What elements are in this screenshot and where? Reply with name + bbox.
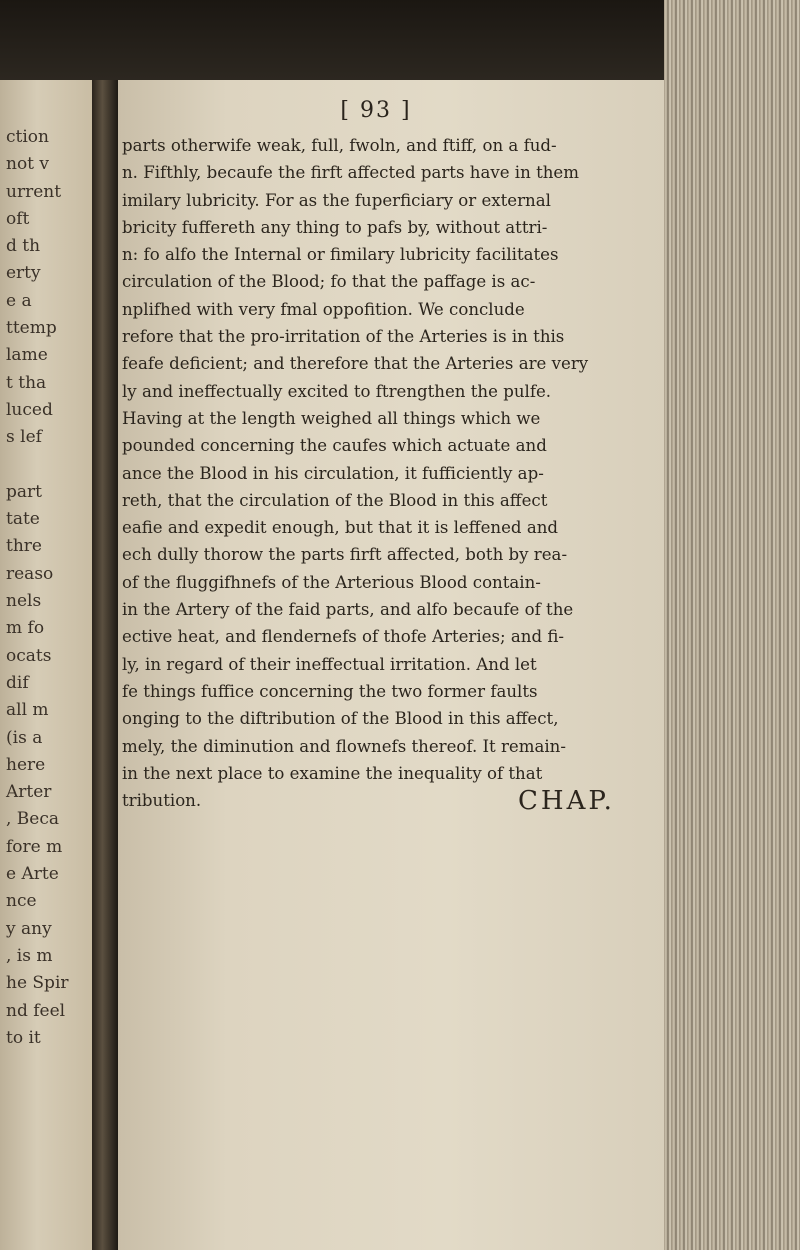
margin-fragment: m fo bbox=[6, 618, 45, 639]
margin-fragment: , is m bbox=[6, 945, 53, 966]
margin-fragment: tate bbox=[6, 509, 40, 530]
margin-fragment: here bbox=[6, 754, 46, 775]
margin-fragment: fore m bbox=[6, 836, 63, 857]
margin-fragment: luced bbox=[6, 399, 53, 420]
margin-fragment: t tha bbox=[6, 372, 47, 393]
page-number: [ 93 ] bbox=[340, 98, 412, 123]
text-line: parts otherwife weak, full, fwoln, and ftiff, on a fud- bbox=[122, 136, 557, 155]
margin-fragments bbox=[0, 80, 92, 1052]
text-line: n. Fifthly, becaufe the firft affected parts have in them bbox=[122, 163, 579, 183]
margin-fragment: reaso bbox=[6, 563, 54, 584]
text-line: fe things fuffice concerning the two former faults bbox=[122, 681, 538, 701]
margin-fragment: not v bbox=[6, 154, 50, 175]
text-line: refore that the pro-irritation of the Arteries is in this bbox=[122, 327, 565, 347]
margin-fragment: (is a bbox=[6, 727, 43, 748]
margin-fragment: part bbox=[6, 481, 42, 502]
margin-fragment: erty bbox=[6, 263, 41, 284]
text-line: reth, that the circulation of the Blood in this affect bbox=[122, 490, 548, 510]
margin-fragment: Arter bbox=[6, 782, 52, 803]
text-line: ance the Blood in his circulation, it fufficiently ap- bbox=[122, 463, 544, 483]
scan-top-band bbox=[0, 0, 664, 80]
text-line: imilary lubricity. For as the fuperficiary or external bbox=[122, 190, 551, 210]
margin-fragment: ction bbox=[6, 127, 49, 147]
margin-fragment: lame bbox=[6, 345, 48, 366]
text-line: Having at the length weighed all things which we bbox=[122, 408, 541, 428]
facing-page-edge bbox=[0, 80, 92, 1250]
margin-fragment: nce bbox=[6, 891, 37, 912]
text-line: in the next place to examine the inequality of that bbox=[122, 763, 543, 783]
text-line: bricity fuffereth any thing to pafs by, without attri- bbox=[122, 217, 548, 237]
text-line: eafie and expedit enough, but that it is leffened and bbox=[122, 518, 559, 538]
margin-fragment: d th bbox=[6, 236, 41, 257]
margin-fragment: e a bbox=[6, 290, 32, 311]
margin-fragment: nd feel bbox=[6, 1000, 66, 1021]
margin-fragment: to it bbox=[6, 1027, 41, 1048]
margin-fragment: ocats bbox=[6, 645, 52, 666]
text-line: mely, the diminution and flownefs thereof. It remain- bbox=[122, 736, 566, 756]
text-line: ly, in regard of their ineffectual irritation. And let bbox=[122, 654, 537, 674]
text-line: nplifhed with very fmal oppofition. We conclude bbox=[122, 299, 525, 319]
catchword: CHAP. bbox=[518, 786, 615, 816]
margin-fragment: dif bbox=[6, 672, 29, 693]
text-line: tribution. bbox=[122, 791, 202, 811]
text-line: of the fluggifhnefs of the Arterious Blood contain- bbox=[122, 572, 541, 592]
margin-fragment: he Spir bbox=[6, 973, 69, 994]
text-line: pounded concerning the caufes which actuate and bbox=[122, 436, 547, 456]
text-line: circulation of the Blood; fo that the paffage is ac- bbox=[122, 272, 536, 292]
margin-fragment bbox=[0, 452, 92, 479]
text-line: onging to the diftribution of the Blood in this affect, bbox=[122, 709, 559, 729]
margin-fragment: e Arte bbox=[6, 864, 59, 885]
book-page bbox=[118, 80, 664, 1250]
margin-fragment: y any bbox=[6, 918, 52, 939]
margin-fragment: ttemp bbox=[6, 318, 57, 339]
text-line: ly and ineffectually excited to ftrengthen the pulfe. bbox=[122, 381, 552, 401]
margin-fragment: thre bbox=[6, 536, 42, 557]
text-line: in the Artery of the faid parts, and alfo becaufe of the bbox=[122, 600, 574, 620]
page-stack-edge bbox=[664, 0, 800, 1250]
margin-fragment: all m bbox=[6, 700, 49, 721]
margin-fragment: , Beca bbox=[6, 809, 60, 830]
margin-fragment: oft bbox=[6, 208, 30, 229]
margin-fragment: urrent bbox=[6, 181, 62, 202]
text-line: ective heat, and flendernefs of thofe Arteries; and fi- bbox=[122, 627, 565, 647]
book-gutter bbox=[92, 80, 118, 1250]
text-line: ech dully thorow the parts firft affected, both by rea- bbox=[122, 545, 568, 565]
body-text bbox=[122, 132, 652, 814]
text-line: n: fo alfo the Internal or fimilary lubricity facilitates bbox=[122, 245, 559, 265]
margin-fragment: nels bbox=[6, 591, 42, 612]
margin-fragment: s lef bbox=[6, 427, 42, 448]
text-line: feafe deficient; and therefore that the Arteries are very bbox=[122, 354, 589, 374]
